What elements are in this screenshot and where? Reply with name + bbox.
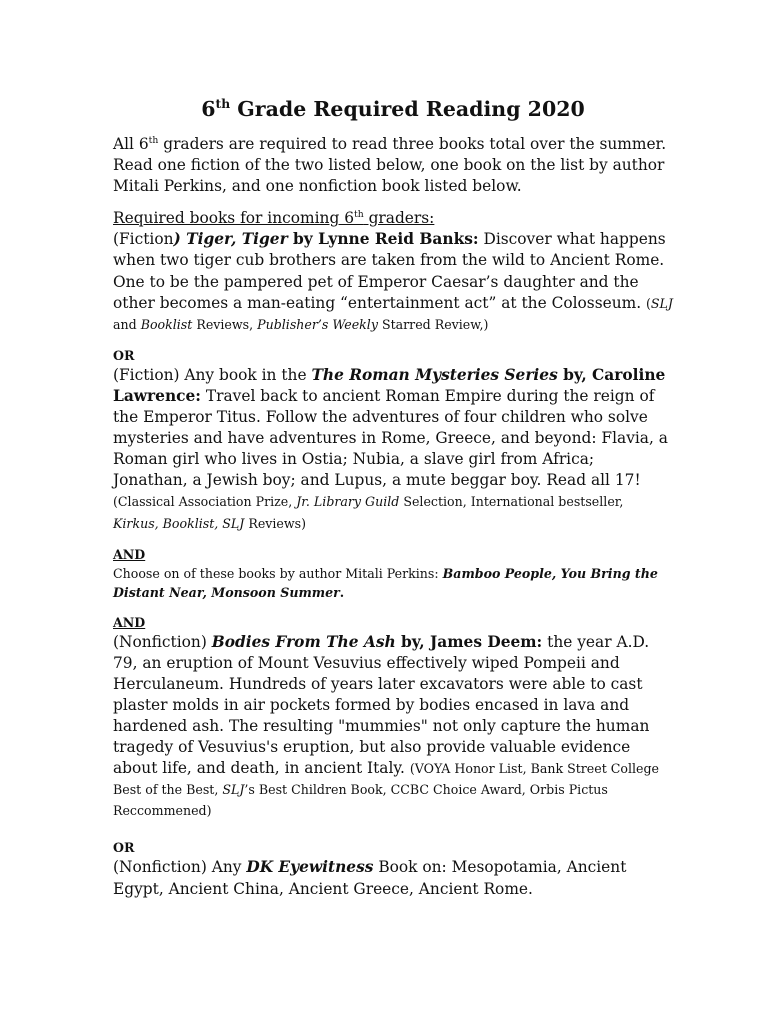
- book-review-text: ’s Best Children Book, CCBC Choice Award, Orbis Pictus Reccommened): [113, 782, 608, 819]
- heading-text-rest: graders:: [363, 209, 435, 228]
- book-entry-bodies-from-the-ash: [113, 632, 673, 822]
- perkins-end: .: [339, 584, 345, 600]
- book-genre: (Fiction: [113, 230, 174, 249]
- book-author: by, James Deem:: [395, 632, 543, 651]
- book-review-text: and: [113, 316, 141, 332]
- title-text: 6: [201, 97, 216, 121]
- book-review-text: (: [646, 295, 651, 311]
- book-review-text: Reviews): [244, 515, 307, 531]
- page-title: [113, 96, 673, 122]
- and-label: AND: [113, 546, 146, 562]
- book-entry-tiger-tiger: [113, 229, 673, 334]
- book-review-source: Publisher’s Weekly: [257, 316, 378, 332]
- book-author: by, Caroline Lawrence:: [113, 365, 666, 405]
- book-review-text: (Classical Association Prize,: [113, 494, 297, 510]
- book-title: DK Eyewitness: [246, 858, 374, 877]
- intro-text-rest: graders are required to read three books total over the summer. Read one fiction of the two listed below, one book on the list by author Mitali Perkins, and one nonfiction book listed below.: [113, 135, 667, 196]
- book-review-text: Reviews,: [192, 316, 258, 332]
- intro-text: All 6: [113, 135, 149, 153]
- book-description: Travel back to ancient Roman Empire during the reign of the Emperor Titus. Follow the adventures of four children who solve mysteries and have adventures in Rome, Greece, and beyond: Flavia, a Roman girl who lives in Ostia; Nubia, a slave girl from Africa; Jonathan, a Jewish boy; and Lupus, a mute beggar boy. Read all 17!: [113, 386, 668, 490]
- book-author: by Lynne Reid Banks:: [287, 230, 479, 249]
- required-books-heading: [113, 208, 673, 229]
- book-review-source: Booklist: [140, 316, 193, 332]
- book-entry-dk-eyewitness: [113, 857, 673, 899]
- and-label: AND: [113, 614, 146, 630]
- book-review-source: Kirkus, Booklist, SLJ: [113, 515, 245, 531]
- book-review-text: Selection, International bestseller,: [399, 494, 624, 510]
- perkins-book-titles: Bamboo People, You Bring the Distant Near, Monsoon Summer: [113, 565, 658, 600]
- book-entry-roman-mysteries: [113, 365, 673, 534]
- book-review-source: Jr. Library Guild: [296, 494, 400, 510]
- book-review-source: SLJ: [650, 295, 673, 311]
- book-review-text: (VOYA Honor List, Bank Street College Best of the Best,: [113, 761, 660, 798]
- document-page: [113, 96, 673, 900]
- book-description: Discover what happens when two tiger cub brothers are taken from the wild to Ancient Rome. One to be the pampered pet of Emperor Caesar’s daughter and the other becomes a man-eating “entertainment act” at the Colosseum.: [113, 230, 666, 312]
- heading-superscript: th: [354, 209, 364, 221]
- heading-text: Required books for incoming 6: [113, 209, 354, 228]
- book-description: the year A.D. 79, an eruption of Mount Vesuvius effectively wiped Pompeii and Herculaneum. Hundreds of years later excavators were able to cast plaster molds in air pockets formed by bodies encased in lava and hardened ash. The resulting "mummies" not only capture the human tragedy of Vesuvius's eruption, but also provide valuable evidence about life, and death, in ancient Italy.: [113, 632, 650, 778]
- book-title: The Roman Mysteries Series: [311, 365, 558, 384]
- book-review-text: Starred Review,): [377, 316, 489, 332]
- intro-paragraph: [113, 134, 673, 197]
- title-superscript: th: [215, 96, 231, 112]
- book-genre: (Nonfiction): [113, 632, 212, 651]
- book-genre: (Nonfiction) Any: [113, 858, 247, 877]
- perkins-text: Choose on of these books by author Mitali Perkins:: [113, 565, 443, 581]
- book-title: ) Tiger, Tiger: [173, 230, 288, 249]
- title-text-rest: Grade Required Reading 2020: [230, 97, 585, 121]
- book-description: Book on: Mesopotamia, Ancient Egypt, Ancient China, Ancient Greece, Ancient Rome.: [113, 858, 627, 898]
- perkins-entry: [113, 564, 673, 602]
- or-label: OR: [113, 840, 135, 856]
- or-label: OR: [113, 347, 135, 363]
- book-genre: (Fiction) Any book in the: [113, 365, 312, 384]
- book-title: Bodies From The Ash: [211, 632, 396, 651]
- book-review-source: SLJ: [222, 782, 245, 798]
- intro-superscript: th: [148, 134, 159, 146]
